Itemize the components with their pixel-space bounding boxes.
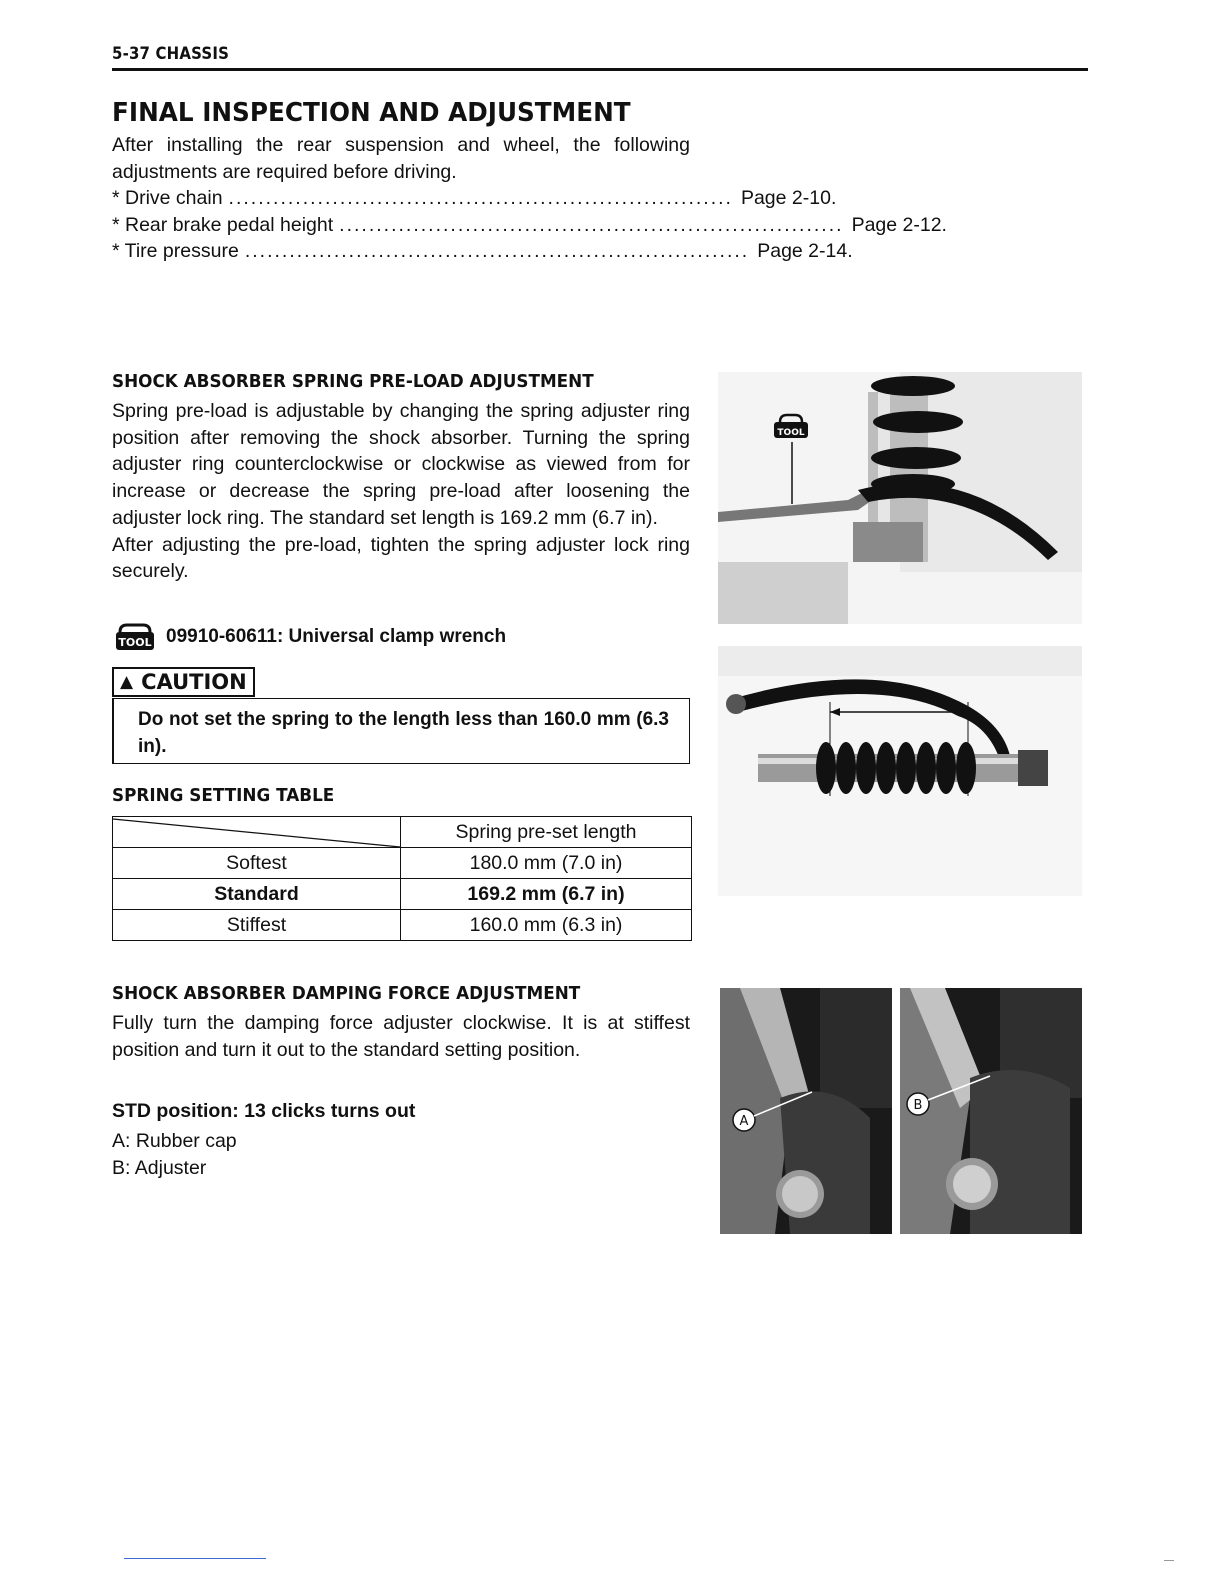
header-rule xyxy=(112,68,1088,71)
page-header: 5-37 CHASSIS xyxy=(112,44,230,64)
tool-icon xyxy=(112,622,158,652)
callout-a: A xyxy=(739,1114,749,1129)
leader-dots: .................................................................... xyxy=(228,187,733,209)
damping-body: Fully turn the damping force adjuster clockwise. It is at stiffest position and turn it out to the standard setting position. xyxy=(112,1012,690,1061)
footer-line xyxy=(124,1558,266,1559)
warning-icon: ▲ xyxy=(120,672,134,692)
list-item xyxy=(112,212,947,239)
figure-spring-wrench xyxy=(718,372,1082,624)
page-reference: Page 2-12. xyxy=(851,213,947,236)
setting-cell: Stiffest xyxy=(113,910,401,941)
caution-badge xyxy=(112,667,255,697)
list-item-label: * Tire pressure xyxy=(112,240,239,263)
figure-adjuster xyxy=(900,988,1082,1234)
length-cell: 169.2 mm (6.7 in) xyxy=(401,879,692,910)
preload-body xyxy=(112,398,690,585)
leader-dots: .................................................................... xyxy=(339,213,844,236)
list-item xyxy=(112,238,853,265)
adjustment-list xyxy=(112,185,947,265)
figure-tool-label: TOOL xyxy=(777,428,805,438)
callout-b: B xyxy=(913,1098,923,1113)
list-item xyxy=(112,185,837,212)
legend-item-a: A: Rubber cap xyxy=(112,1130,237,1152)
column-header: Spring pre-set length xyxy=(401,817,692,848)
footer-mark xyxy=(1164,1560,1174,1561)
list-item-label: * Drive chain xyxy=(112,187,223,209)
preload-paragraph: After adjusting the pre-load, tighten the spring adjuster lock ring securely. xyxy=(112,533,690,583)
special-tool-line xyxy=(112,622,506,652)
table-header-row xyxy=(113,817,692,848)
spring-setting-table xyxy=(112,816,692,941)
final-inspection-intro: After installing the rear suspension and wheel, the following adjustments are required before driving. xyxy=(112,134,690,183)
section-title-preload: SHOCK ABSORBER SPRING PRE-LOAD ADJUSTMENT xyxy=(112,372,594,392)
caution-note: Do not set the spring to the length less than 160.0 mm (6.3 in). xyxy=(112,698,690,764)
list-item-label: * Rear brake pedal height xyxy=(112,213,334,236)
figure-legend xyxy=(112,1128,237,1181)
figure-spring-length xyxy=(718,646,1082,896)
setting-cell: Softest xyxy=(113,848,401,879)
std-position: STD position: 13 clicks turns out xyxy=(112,1100,416,1122)
preload-paragraph: Spring pre-load is adjustable by changing the spring adjuster ring position after removing the shock absorber. Turning the spring adjuster ring counterclockwise or clockwise as viewed from for increase or decrease the spring pre-load after loosening the adjuster lock ring. The standard set length is 169.2 mm (6.7 in). xyxy=(112,400,690,529)
table-corner-cell xyxy=(113,817,401,848)
tool-number: 09910-60611: Universal clamp wrench xyxy=(166,626,507,647)
setting-cell: Standard xyxy=(113,879,401,910)
length-cell: 160.0 mm (6.3 in) xyxy=(401,910,692,941)
section-title-damping: SHOCK ABSORBER DAMPING FORCE ADJUSTMENT xyxy=(112,984,581,1004)
table-row xyxy=(113,848,692,879)
table-row xyxy=(113,910,692,941)
page-reference: Page 2-10. xyxy=(740,187,837,209)
legend-item-b: B: Adjuster xyxy=(112,1156,207,1179)
length-cell: 180.0 mm (7.0 in) xyxy=(401,848,692,879)
leader-dots: .................................................................... xyxy=(244,240,750,263)
table-title: SPRING SETTING TABLE xyxy=(112,786,335,806)
table-row xyxy=(113,879,692,910)
caution-label: CAUTION xyxy=(141,670,247,694)
tool-icon-label: TOOL xyxy=(118,636,152,649)
page-reference: Page 2-14. xyxy=(757,240,853,263)
figure-rubber-cap xyxy=(720,988,892,1234)
section-title-final-inspection: FINAL INSPECTION AND ADJUSTMENT xyxy=(112,98,631,128)
